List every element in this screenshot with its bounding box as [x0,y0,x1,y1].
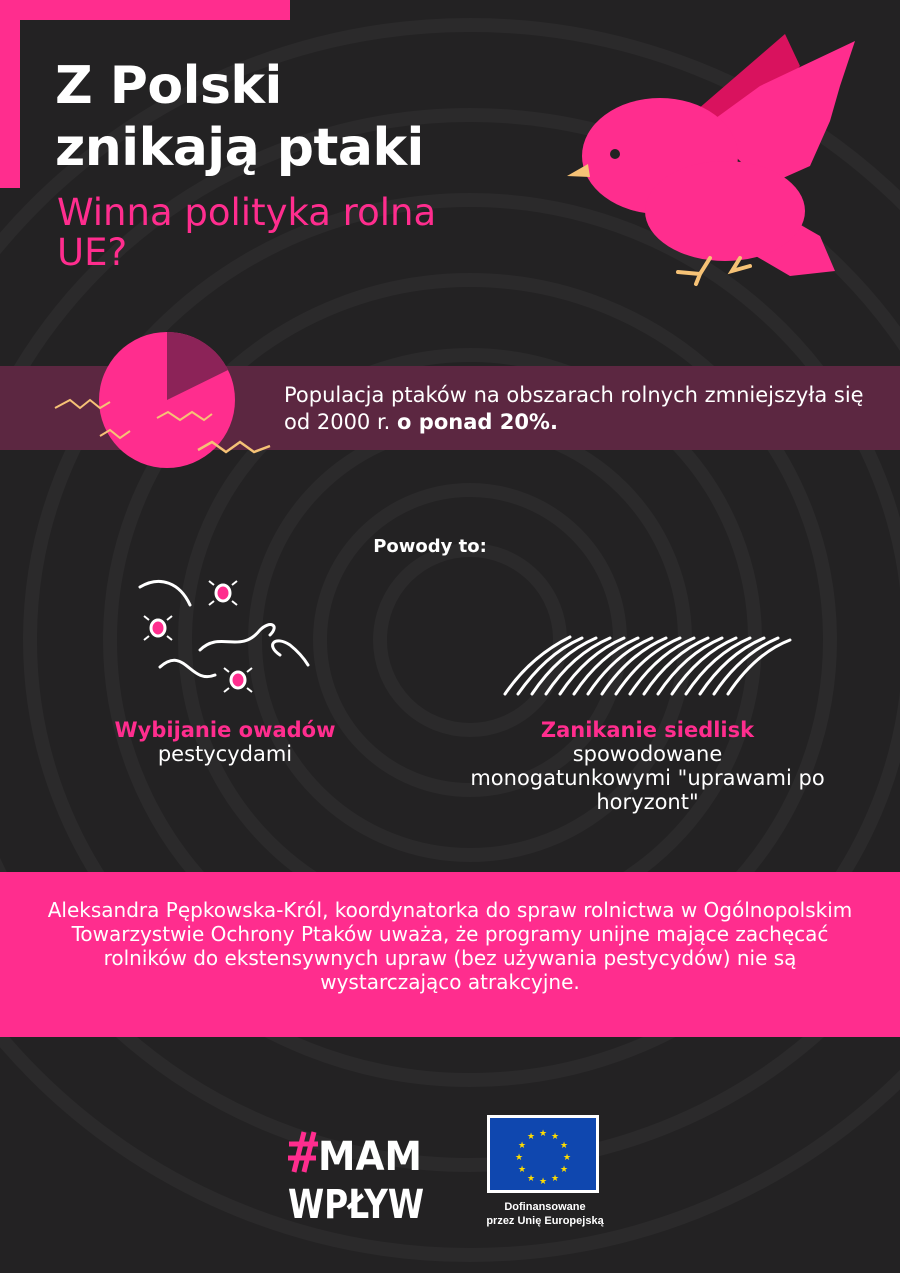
svg-text:★: ★ [538,1129,548,1139]
page-subtitle: Winna polityka rolna UE? [57,191,437,274]
mam-wplyw-logo [288,1128,428,1228]
svg-text:★: ★ [517,1165,527,1175]
eu-caption-line-1: Dofinansowane [504,1201,586,1213]
logo-line-2: WPŁYW [288,1182,424,1228]
bird-illustration [560,26,860,288]
reason-insects-highlight: Wybijanie owadów [114,718,336,742]
reasons-heading: Powody to: [373,536,487,557]
title-line-1: Z Polski [55,56,282,116]
svg-text:★: ★ [526,1132,536,1142]
grass-illustration [500,632,795,700]
corner-accent-vertical [0,0,20,188]
corner-accent-horizontal [0,0,290,20]
svg-text:★: ★ [559,1165,569,1175]
pie-chart-icon [50,328,280,473]
svg-text:★: ★ [538,1177,548,1187]
eu-flag-icon [487,1115,599,1193]
reason-habitats-text: spowodowane monogatunkowymi "uprawami po horyzont" [470,742,825,814]
title-line-2: znikają ptaki [55,118,424,178]
svg-text:★: ★ [562,1153,572,1163]
svg-text:★: ★ [559,1141,569,1151]
insects-illustration [130,575,315,700]
svg-text:★: ★ [526,1174,536,1184]
reason-habitats [470,718,825,814]
svg-text:★: ★ [550,1174,560,1184]
svg-text:★: ★ [514,1153,524,1163]
svg-text:★: ★ [550,1132,560,1142]
reason-habitats-highlight: Zanikanie siedlisk [540,718,755,742]
stat-text [284,382,884,436]
eu-funding-caption [455,1200,635,1228]
quote-text: Aleksandra Pępkowska-Król, koordynatorka do spraw rolnictwa w Ogólnopolskim Towarzystwie Ochrony Ptaków uważa, że programy unijne mające zachęcać rolników do ekstensywnych upraw (bez używania pestycydów) nie są wystarczająco atrakcyjne. [47,898,853,994]
svg-text:★: ★ [517,1141,527,1151]
stat-highlight: o ponad 20%. [397,410,558,434]
stat-body: Populacja ptaków na obszarach rolnych zmniejszyła się od 2000 r. [284,383,864,434]
reason-insects [70,718,380,766]
reason-insects-text: pestycydami [157,742,293,766]
logo-line-1: MAM [318,1134,422,1180]
eu-caption-line-2: przez Unię Europejską [486,1215,604,1227]
page-title [55,55,424,179]
